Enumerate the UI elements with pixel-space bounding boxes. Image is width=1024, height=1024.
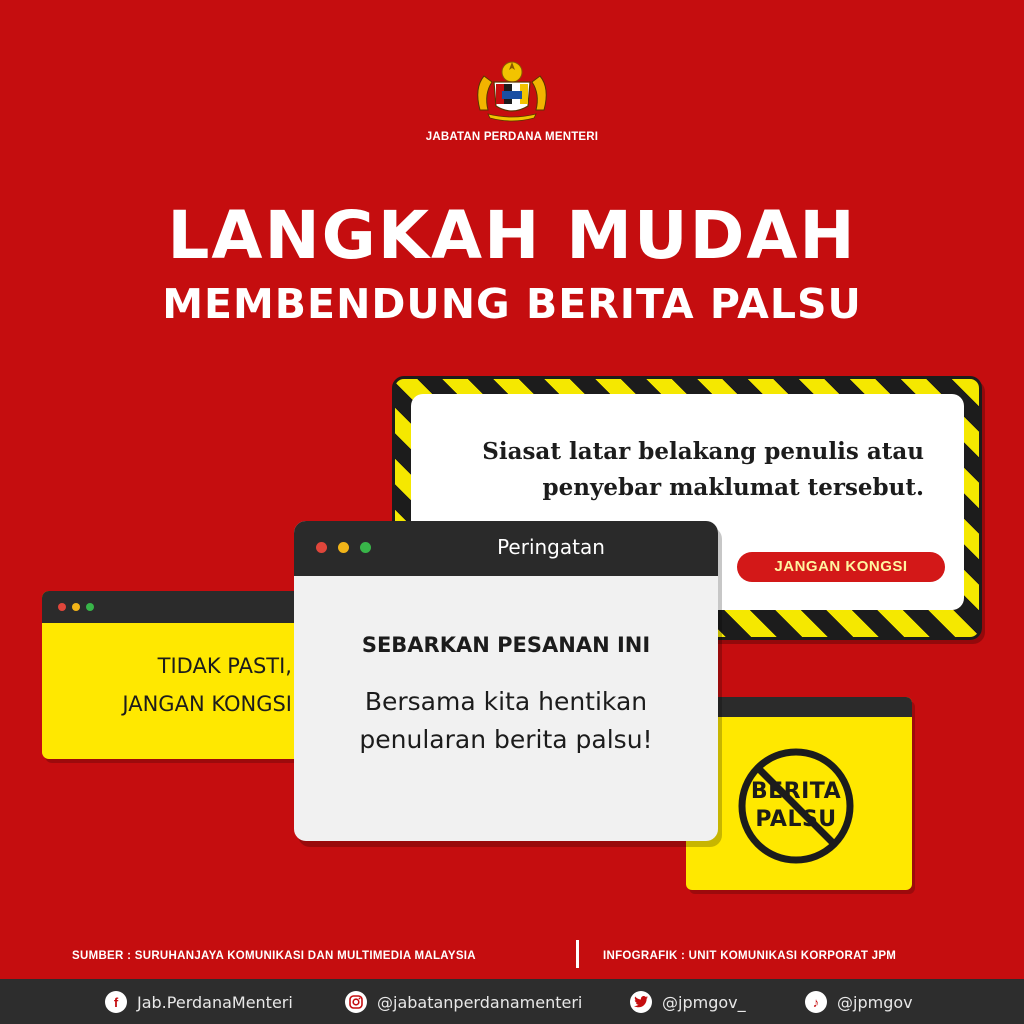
hazard-message: [482, 434, 924, 506]
agency-name: JABATAN PERDANA MENTERI: [425, 131, 599, 143]
social-label: @jabatanperdanamenteri: [377, 992, 583, 1012]
fake-news-window: [686, 697, 912, 890]
social-label: @jpmgov_: [662, 992, 746, 1012]
infographic-credit: INFOGRAFIK : UNIT KOMUNIKASI KORPORAT JPM: [603, 950, 897, 962]
twitter-icon: [630, 991, 652, 1013]
page-title: LANGKAH MUDAH: [167, 197, 857, 274]
stamp-text-line-2: PALSU: [755, 807, 837, 832]
maximize-dot-icon[interactable]: [86, 603, 94, 611]
social-twitter[interactable]: [630, 991, 746, 1013]
window-title: Peringatan: [497, 535, 605, 559]
tiktok-icon: ♪: [805, 991, 827, 1013]
maximize-dot-icon[interactable]: [360, 542, 371, 553]
jangan-kongsi-button[interactable]: JANGAN KONGSI: [737, 552, 945, 582]
source-credit: SUMBER : SURUHANJAYA KOMUNIKASI DAN MULTIMEDIA MALAYSIA: [72, 950, 476, 962]
warning-window: [294, 521, 718, 841]
close-dot-icon[interactable]: [316, 542, 327, 553]
warning-line-2: penularan berita palsu!: [359, 725, 653, 754]
tip-window: [42, 591, 308, 759]
social-label: Jab.PerdanaMenteri: [137, 992, 293, 1012]
close-dot-icon[interactable]: [58, 603, 66, 611]
tip-message: [122, 647, 292, 723]
tip-line-1: TIDAK PASTI,: [157, 654, 292, 678]
warning-line-1: Bersama kita hentikan: [364, 687, 648, 716]
window-titlebar: [686, 697, 912, 717]
window-titlebar: [42, 591, 308, 623]
tip-line-2: JANGAN KONGSI: [122, 692, 292, 716]
instagram-icon: [345, 991, 367, 1013]
social-facebook[interactable]: [105, 991, 293, 1013]
prohibited-icon: [735, 745, 857, 867]
stamp-text-line-1: BERITA: [750, 779, 842, 804]
coat-of-arms-logo: [462, 58, 562, 124]
social-label: @jpmgov: [837, 992, 913, 1012]
warning-heading: SEBARKAN PESANAN INI: [361, 633, 651, 657]
footer-divider: [576, 940, 579, 968]
hazard-line-2: penyebar maklumat tersebut.: [542, 474, 924, 501]
minimize-dot-icon[interactable]: [338, 542, 349, 553]
social-tiktok[interactable]: [805, 991, 913, 1013]
page-subtitle: MEMBENDUNG BERITA PALSU: [162, 280, 862, 328]
warning-message: [294, 683, 718, 759]
facebook-icon: f: [105, 991, 127, 1013]
window-titlebar: [294, 521, 718, 576]
social-instagram[interactable]: [345, 991, 582, 1013]
hazard-line-1: Siasat latar belakang penulis atau: [482, 438, 924, 465]
minimize-dot-icon[interactable]: [72, 603, 80, 611]
